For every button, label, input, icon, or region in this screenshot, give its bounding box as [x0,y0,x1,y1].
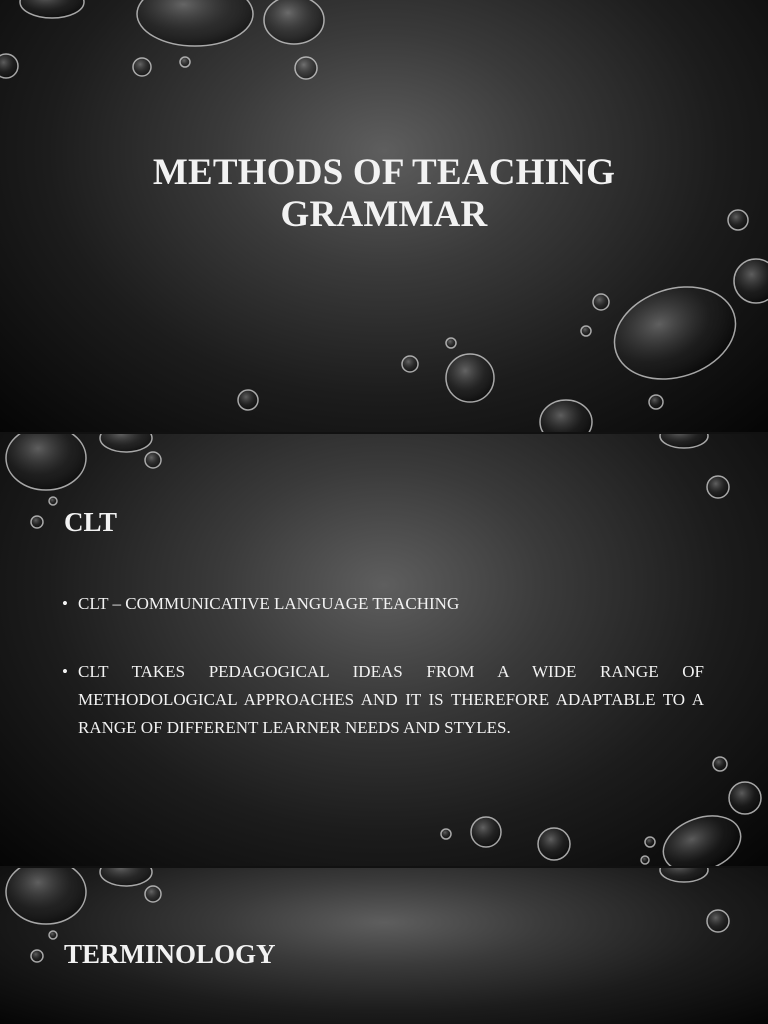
water-drop-icon [145,452,161,468]
water-drop-icon [707,476,729,498]
water-drop-icon [602,272,747,394]
water-drop-icon [0,54,18,78]
slide-clt [0,434,768,866]
water-drop-icon [180,57,190,67]
water-drop-icon [145,886,161,902]
slide-title [0,0,768,432]
bullet-list [62,590,704,742]
water-drop-icon [31,950,43,962]
water-drop-icon [137,0,253,46]
water-drop-icon [645,837,655,847]
water-drop-icon [728,210,748,230]
water-drop-icon [20,0,84,18]
water-drop-icon [100,868,152,886]
water-drop-icon [540,400,592,432]
water-drop-icon [581,326,591,336]
water-drop-icon [295,57,317,79]
water-drop-icon [734,259,768,303]
water-drop-icon [649,395,663,409]
water-drop-icon [49,931,57,939]
water-drop-icon [402,356,418,372]
water-drop-icon [6,868,86,924]
water-drop-icon [133,58,151,76]
bullet-dot: • [62,594,68,613]
water-drop-icon [446,354,494,402]
slide-terminology [0,868,768,1024]
water-drop-icon [707,910,729,932]
bullet-dot: • [62,662,68,681]
water-drop-icon [264,0,324,44]
slide-heading: TERMINOLOGY [64,939,276,969]
slide-heading: CLT [64,507,118,537]
slide-title-text: METHODS OF TEACHING GRAMMAR [152,152,616,235]
water-drop-icon [49,497,57,505]
water-drop-icon [713,757,727,771]
water-drop-icon [593,294,609,310]
bullet-text: CLT – COMMUNICATIVE LANGUAGE TEACHING [78,594,460,613]
list-item [62,658,704,742]
water-drop-icon [238,390,258,410]
water-drop-icon [729,782,761,814]
bullet-text: CLT TAKES PEDAGOGICAL IDEAS FROM A WIDE RANGE OF METHODOLOGICAL APPROACHES AND IT IS THEREFORE ADAPTABLE TO A RANGE OF DIFFERENT LEARNER NEEDS AND STYLES. [78,662,704,737]
water-drop-icon [441,829,451,839]
water-drop-icon [538,828,570,860]
water-drop-icon [100,434,152,452]
list-item [62,590,704,618]
water-drop-icon [6,434,86,490]
water-drop-icon [31,516,43,528]
water-drop-icon [660,868,708,882]
water-drop-icon [656,806,749,866]
water-drop-icon [471,817,501,847]
water-drop-icon [446,338,456,348]
water-drop-icon [660,434,708,448]
water-drop-icon [641,856,649,864]
